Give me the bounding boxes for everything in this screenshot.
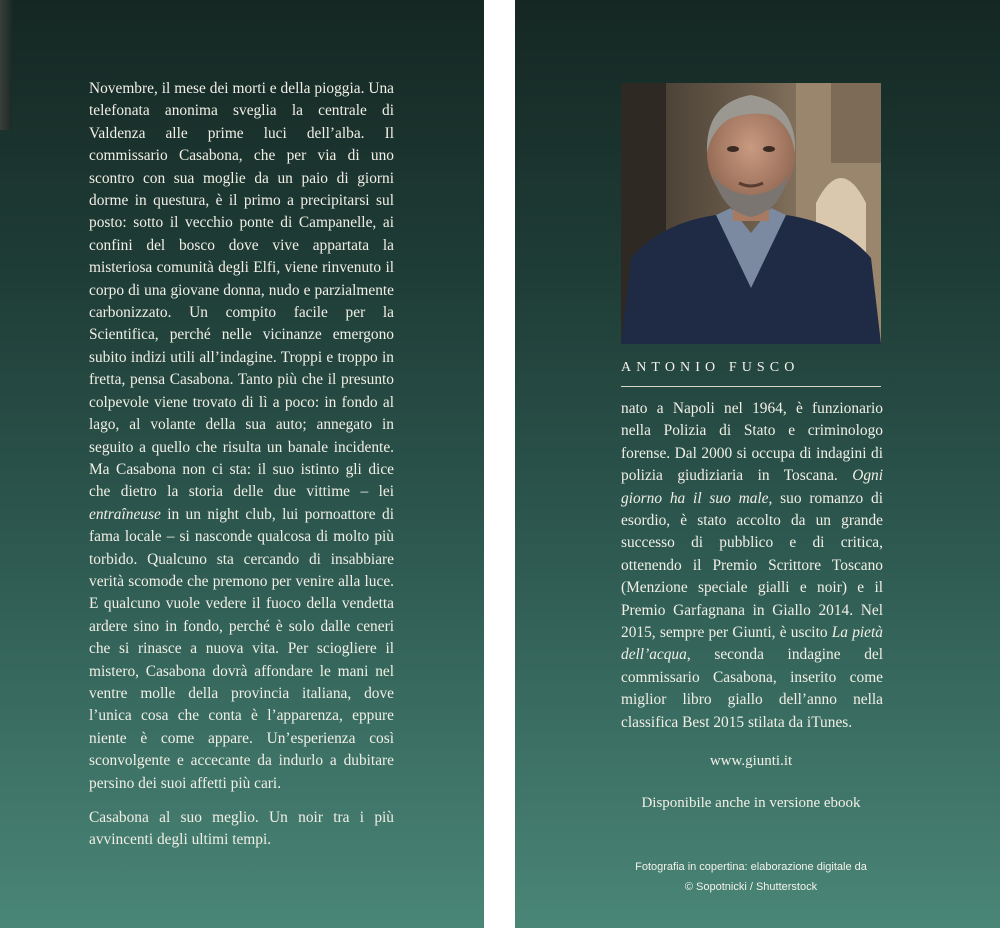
cover-photo-credit xyxy=(600,857,902,897)
author-photo xyxy=(621,83,881,344)
bio-part-c: , seconda indagine del commissario Casabona, inserito come miglior libro giallo dell’anno nella classifica Best 2015 stilata da iTunes. xyxy=(621,646,883,731)
synopsis-part-b: in un night club, lui pornoattore di fama locale – si nasconde qualcosa di molto più torbido. Qualcuno sta cercando di insabbiare verità scomode che premono per venire alla luce. E qualcuno vuole vedere il fuoco della vendetta ardere sino in fondo, perché è solo dalle ceneri che si rinasce a nuova vita. Per sciogliere il mistero, Casabona dovrà affondare le mani nel ventre molle della provincia italiana, dove l’unica cosa che conta è l’apparenza, eppure niente è come appare. Un’esperienza così sconvolgente e accecante da indurlo a dubitare persino dei suoi affetti più cari. xyxy=(89,505,394,792)
bio-part-a: nato a Napoli nel 1964, è funzionario nella Polizia di Stato e criminologo forense. Dal 2000 si occupa di indagini di polizia giudiziaria in Toscana. xyxy=(621,400,883,485)
synopsis-part-a: Novembre, il mese dei morti e della pioggia. Una telefonata anonima sveglia la centrale di Valdenza alle prime luci dell’alba. Il commissario Casabona, che per via di uno scontro con sua moglie da un paio di giorni dorme in questura, è il primo a precipitarsi sul posto: sotto il vecchio ponte di Campanelle, ai confini del bosco dove vive appartata la misteriosa comunità degli Elfi, viene rinvenuto il corpo di una giovane donna, nudo e parzialmente carbonizzato. Un compito facile per la Scientifica, perché nelle vicinanze emergono subito indizi utili all’indagine. Troppi e troppo in fretta, pensa Casabona. Tanto più che il presunto colpevole viene trovato di lì a poco: in fondo al lago, al volante della sua auto; annegato in seguito a quello che risulta un banale incidente. Ma Casabona non ci sta: il suo istinto gli dice che dietro la storia delle due vittime – lei xyxy=(89,80,394,501)
ebook-availability: Disponibile anche in versione ebook xyxy=(641,795,861,811)
page-gutter xyxy=(484,0,515,928)
credit-line-1: Fotografia in copertina: elaborazione digitale da xyxy=(635,861,867,873)
publisher-website: www.giunti.it xyxy=(709,753,793,769)
name-divider xyxy=(621,386,881,387)
spine-edge xyxy=(0,0,12,130)
synopsis-paragraph-1 xyxy=(89,78,394,795)
bio-book-title-1: Ogni giorno ha il suo male xyxy=(621,467,883,507)
bio-part-b: , suo romanzo di esordio, è stato accolto da un grande successo di pubblico e di critica, ottenendo il Premio Scrittore Toscano (Menzione speciale gialli e noir) e il Premio Garfagnana in Giallo 2014. Nel 2015, sempre per Giunti, è uscito xyxy=(621,489,883,642)
synopsis-paragraph-2: Casabona al suo meglio. Un noir tra i più avvincenti degli ultimi tempi. xyxy=(89,809,394,849)
synopsis-italic-term: entraîneuse xyxy=(89,505,161,523)
bio-book-title-2: La pietà dell’acqua xyxy=(621,624,883,664)
credit-line-2: © Sopotnicki / Shutterstock xyxy=(684,881,818,893)
author-bio xyxy=(621,398,883,734)
synopsis-text xyxy=(89,78,394,864)
author-name: ANTONIO FUSCO xyxy=(621,360,800,375)
